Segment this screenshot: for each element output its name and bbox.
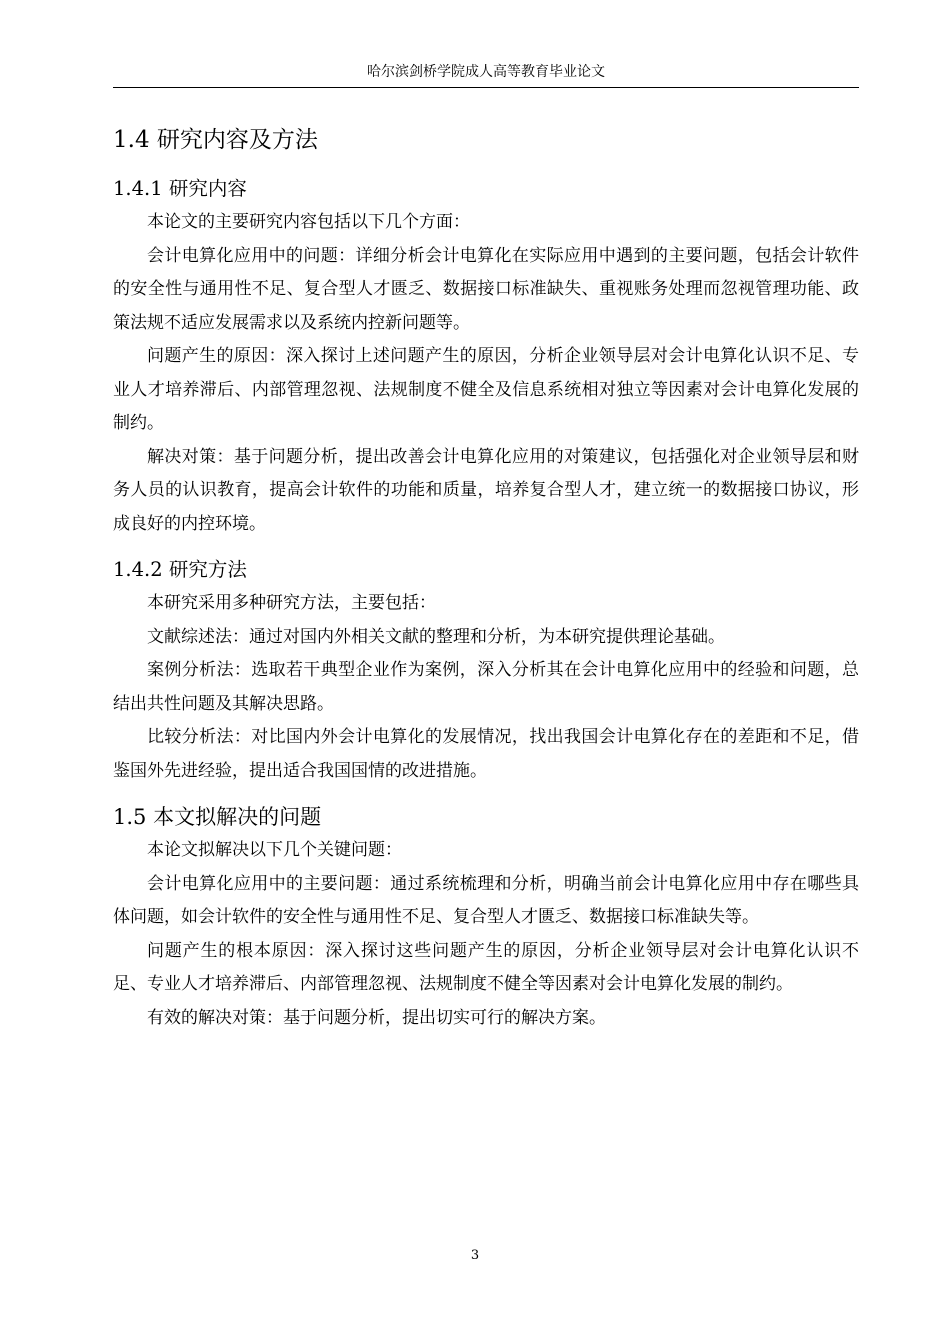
paragraph: 问题产生的原因：深入探讨上述问题产生的原因，分析企业领导层对会计电算化认识不足、专业人才培养滞后、内部管理忽视、法规制度不健全及信息系统相对独立等因素对会计电算化发展的制约。: [113, 346, 859, 433]
subsection-heading-1-4-1: 1.4.1 研究内容: [113, 177, 247, 200]
header-divider: [113, 87, 859, 88]
paragraph: 会计电算化应用中的问题：详细分析会计电算化在实际应用中遇到的主要问题，包括会计软件的安全性与通用性不足、复合型人才匮乏、数据接口标准缺失、重视账务处理而忽视管理功能、政策法规不适应发展需求以及系统内控新问题等。: [113, 245, 859, 333]
subsection-heading-1-4-2: 1.4.2 研究方法: [113, 558, 247, 581]
page-content: [113, 120, 859, 1035]
paragraph: 解决对策：基于问题分析，提出改善会计电算化应用的对策建议，包括强化对企业领导层和财务人员的认识教育，提高会计软件的功能和质量，培养复合型人才，建立统一的数据接口协议，形成良好的内控环境。: [113, 446, 859, 534]
paragraph: 问题产生的根本原因：深入探讨这些问题产生的原因，分析企业领导层对会计电算化认识不足、专业人才培养滞后、内部管理忽视、法规制度不健全等因素对会计电算化发展的制约。: [113, 940, 859, 994]
section-heading-1-4: 1.4 研究内容及方法: [113, 127, 318, 153]
running-header: 哈尔滨剑桥学院成人高等教育毕业论文: [367, 64, 605, 80]
paragraph: 本论文拟解决以下几个关键问题：: [147, 840, 402, 860]
paragraph: 比较分析法：对比国内外会计电算化的发展情况，找出我国会计电算化存在的差距和不足，借鉴国外先进经验，提出适合我国国情的改进措施。: [113, 727, 859, 781]
paragraph: 会计电算化应用中的主要问题：通过系统梳理和分析，明确当前会计电算化应用中存在哪些具体问题，如会计软件的安全性与通用性不足、复合型人才匮乏、数据接口标准缺失等。: [113, 873, 859, 927]
paragraph: 案例分析法：选取若干典型企业作为案例，深入分析其在会计电算化应用中的经验和问题，总结出共性问题及其解决思路。: [113, 660, 859, 714]
paragraph: 文献综述法：通过对国内外相关文献的整理和分析，为本研究提供理论基础。: [147, 626, 725, 647]
paragraph: 有效的解决对策：基于问题分析，提出切实可行的解决方案。: [147, 1007, 606, 1028]
paragraph: 本研究采用多种研究方法，主要包括：: [147, 593, 436, 613]
section-heading-1-5: 1.5 本文拟解决的问题: [113, 805, 322, 829]
paragraph: 本论文的主要研究内容包括以下几个方面：: [147, 212, 470, 232]
page-number: 3: [470, 1248, 480, 1263]
